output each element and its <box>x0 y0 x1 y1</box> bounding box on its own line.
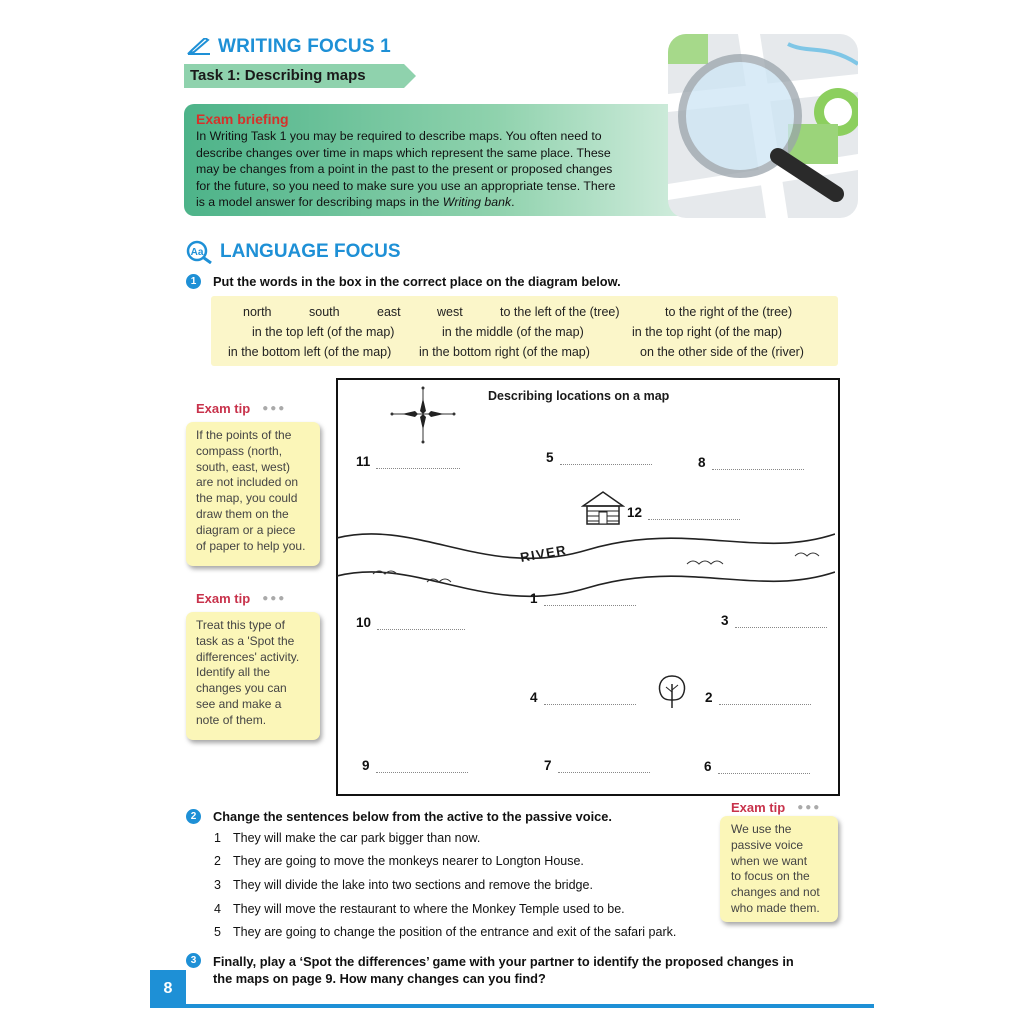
map-label: 1 <box>530 591 636 606</box>
question-1-text: Put the words in the box in the correct place on the diagram below. <box>213 274 621 289</box>
word-item: east <box>377 305 401 319</box>
exam-tip-text: Treat this type of task as a 'Spot the differences' activity. Identify all the changes you can see and make a note of them. <box>196 618 300 727</box>
exam-briefing-text <box>196 128 666 211</box>
river-label: RIVER <box>519 542 569 565</box>
word-item: to the right of the (tree) <box>665 305 793 319</box>
exam-tip-header: Exam tip ●●● <box>196 401 287 416</box>
page-number: 8 <box>150 970 186 1008</box>
question-number: 3 <box>186 953 201 968</box>
map-label: 4 <box>530 690 636 705</box>
briefing-line: is a model answer for describing maps in the Writing bank. <box>196 195 515 209</box>
exam-tip-text: If the points of the compass (north, south, east, west) are not included on the map, you could draw them on the diagram or a piece of paper to help you. <box>196 428 306 553</box>
section-title <box>186 36 391 58</box>
dots-icon: ●●● <box>262 403 287 414</box>
briefing-line: may be changes from a point in the past to the present or proposed changes <box>196 162 613 176</box>
exam-tip-text: We use the passive voice when we want to focus on the changes and not who made them. <box>731 822 820 915</box>
word-item: in the top left (of the map) <box>252 325 395 339</box>
question-number: 1 <box>186 274 201 289</box>
exam-briefing-title: Exam briefing <box>196 111 289 127</box>
language-focus-title <box>186 240 401 264</box>
map-label: 9 <box>362 758 468 773</box>
tree-icon <box>656 674 688 710</box>
word-item: to the left of the (tree) <box>500 305 620 319</box>
briefing-line: for the future, so you need to make sure you use an appropriate tense. There <box>196 178 616 193</box>
word-item: in the bottom right (of the map) <box>419 345 590 359</box>
briefing-line: In Writing Task 1 you may be required to describe maps. You often need to <box>196 129 602 143</box>
compass-icon <box>390 386 456 444</box>
section-title-text: WRITING FOCUS 1 <box>218 36 391 57</box>
sentence-item: 3 They will divide the lake into two sections and remove the bridge. <box>214 878 593 892</box>
briefing-line: describe changes over time in maps which represent the same place. These <box>196 145 611 160</box>
map-label: 8 <box>698 455 804 470</box>
sentence-item: 5 They are going to change the position of the entrance and exit of the safari park. <box>214 925 677 939</box>
house-icon <box>581 490 625 526</box>
question-3-text: Finally, play a ‘Spot the differences’ game with your partner to identify the proposed changes in the maps on page 9. How many changes can you find? <box>213 954 794 986</box>
magnifier-aa-icon <box>186 240 214 264</box>
language-focus-title-text: LANGUAGE FOCUS <box>220 241 401 262</box>
task-title: Task 1: Describing maps <box>190 67 366 84</box>
magnifier-map-illustration <box>668 34 858 218</box>
word-item: in the bottom left (of the map) <box>228 345 392 359</box>
word-item: north <box>243 305 272 319</box>
word-item: in the middle (of the map) <box>442 325 584 339</box>
river <box>337 520 835 600</box>
footer-bar <box>150 1004 874 1008</box>
map-label: 2 <box>705 690 811 705</box>
map-title: Describing locations on a map <box>488 389 670 403</box>
sentence-item: 2 They are going to move the monkeys nearer to Longton House. <box>214 854 584 868</box>
exam-tip-header: Exam tip ●●● <box>731 800 822 815</box>
map-label: 11 <box>356 454 460 469</box>
map-label: 12 <box>627 505 740 520</box>
map-label: 7 <box>544 758 650 773</box>
map-label: 10 <box>356 615 465 630</box>
question-2-text: Change the sentences below from the active to the passive voice. <box>213 809 612 824</box>
word-item: on the other side of the (river) <box>640 345 804 359</box>
map-label: 5 <box>546 450 652 465</box>
dots-icon: ●●● <box>262 593 287 604</box>
sentence-item: 4 They will move the restaurant to where the Monkey Temple used to be. <box>214 902 625 916</box>
dots-icon: ●●● <box>797 802 822 813</box>
map-label: 3 <box>721 613 827 628</box>
word-item: south <box>309 305 340 319</box>
pencil-icon <box>186 38 212 56</box>
sentence-item: 1 They will make the car park bigger than now. <box>214 831 481 845</box>
word-item: west <box>437 305 463 319</box>
map-label: 6 <box>704 759 810 774</box>
svg-text:Aa: Aa <box>190 247 204 258</box>
word-item: in the top right (of the map) <box>632 325 783 339</box>
word-box <box>211 296 838 366</box>
question-number: 2 <box>186 809 201 824</box>
exam-tip-header: Exam tip ●●● <box>196 591 287 606</box>
